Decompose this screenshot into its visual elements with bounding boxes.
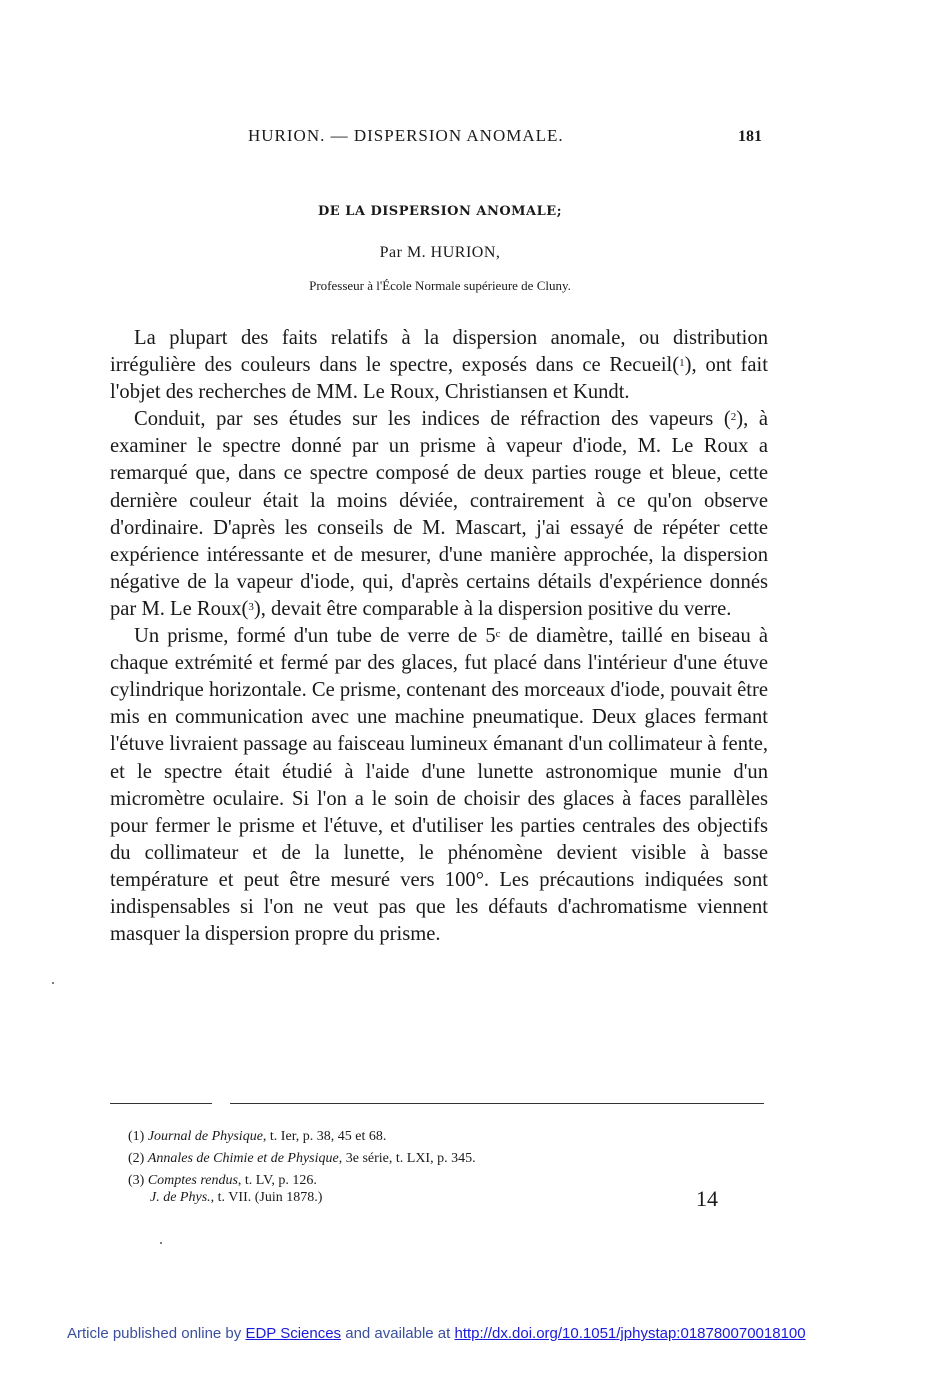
- publication-banner: Article published online by EDP Sciences and available at http://dx.doi.org/10.1051/jphystap:018780070018100: [67, 1325, 806, 1342]
- edp-sciences-link[interactable]: EDP Sciences: [245, 1325, 342, 1342]
- sheet-number: 14: [696, 1186, 718, 1211]
- footnote-ref-3[interactable]: 3: [248, 600, 254, 613]
- footnote-separator-long: [230, 1103, 764, 1104]
- footnote-3: (3) Comptes rendus, t. LV, p. 126.: [128, 1173, 317, 1188]
- scan-speck: [52, 982, 54, 984]
- doi-link[interactable]: http://dx.doi.org/10.1051/jphystap:018780070018100: [454, 1325, 806, 1342]
- article-body: [110, 325, 768, 948]
- footnote-ref-1[interactable]: 1: [679, 357, 685, 370]
- paragraph-2: Conduit, par ses études sur les indices de réfraction des vapeurs ($^2$), à examiner le spectre donné par un prisme à vapeur d'iode, M. Le Roux a remarqué que, dans ce spectre composé de deux parties rouge et bleue, cette dernière couleur était la moins déviée, contrairement à ce qu'on observe d'ordinaire. D'après les conseils de M. Mascart, j'ai essayé de répéter cette expérience intéressante et de mesurer, d'une manière approchée, la dispersion négative de la vapeur d'iode, qui, d'après certains détails d'expérience donnés par M. Le Roux($^3$), devait être comparable à la dispersion positive du verre.: [110, 408, 768, 620]
- footnote-separator-short: [110, 1103, 212, 1104]
- footnote-ref-2[interactable]: 2: [730, 411, 737, 424]
- paragraph-3: Un prisme, formé d'un tube de verre de 5$^c$ de diamètre, taillé en biseau à chaque extrémité et fermé par des glaces, fut placé dans l'intérieur d'une étuve cylindrique horizontale. Ce prisme, contenant des morceaux d'iode, pouvait être mis en communication avec une machine pneumatique. Deux glaces fermant l'étuve livraient passage au faisceau lumineux émanant d'un collimateur à fente, et le spectre était étudié à l'aide d'une lunette astronomique munie d'un micromètre oculaire. Si l'on a le soin de choisir des glaces à faces parallèles pour fermer le prisme et l'étuve, et d'utiliser les parties centrales des objectifs du collimateur et de la lunette, le phénomène devient visible à basse température et peut être mesuré vers 100°. Les précautions indiquées sont indispensables si l'on ne veut pas que les défauts d'achromatisme viennent masquer la dispersion propre du prisme.: [110, 625, 768, 946]
- page-number: 181: [738, 128, 762, 145]
- footnote-2: (2) Annales de Chimie et de Physique, 3e série, t. LXI, p. 345.: [128, 1151, 476, 1166]
- scan-speck: [160, 1242, 162, 1244]
- article-title: DE LA DISPERSION ANOMALE;: [317, 204, 562, 219]
- running-head: HURION. — DISPERSION ANOMALE.: [248, 126, 564, 145]
- journal-signature: J. de Phys., t. VII. (Juin 1878.): [150, 1190, 323, 1205]
- unit-superscript: c: [495, 628, 501, 641]
- article-author: Par M. HURION,: [379, 244, 501, 261]
- author-affiliation: Professeur à l'École Normale supérieure de Cluny.: [309, 278, 571, 293]
- paragraph-1: La plupart des faits relatifs à la dispersion anomale, ou distribution irrégulière des couleurs dans le spectre, exposés dans ce Recueil($^1$), ont fait l'objet des recherches de MM. Le Roux, Christiansen et Kundt.: [110, 327, 769, 404]
- footnote-1: (1) Journal de Physique, t. Ier, p. 38, 45 et 68.: [128, 1129, 387, 1144]
- footnotes: [128, 1126, 728, 1192]
